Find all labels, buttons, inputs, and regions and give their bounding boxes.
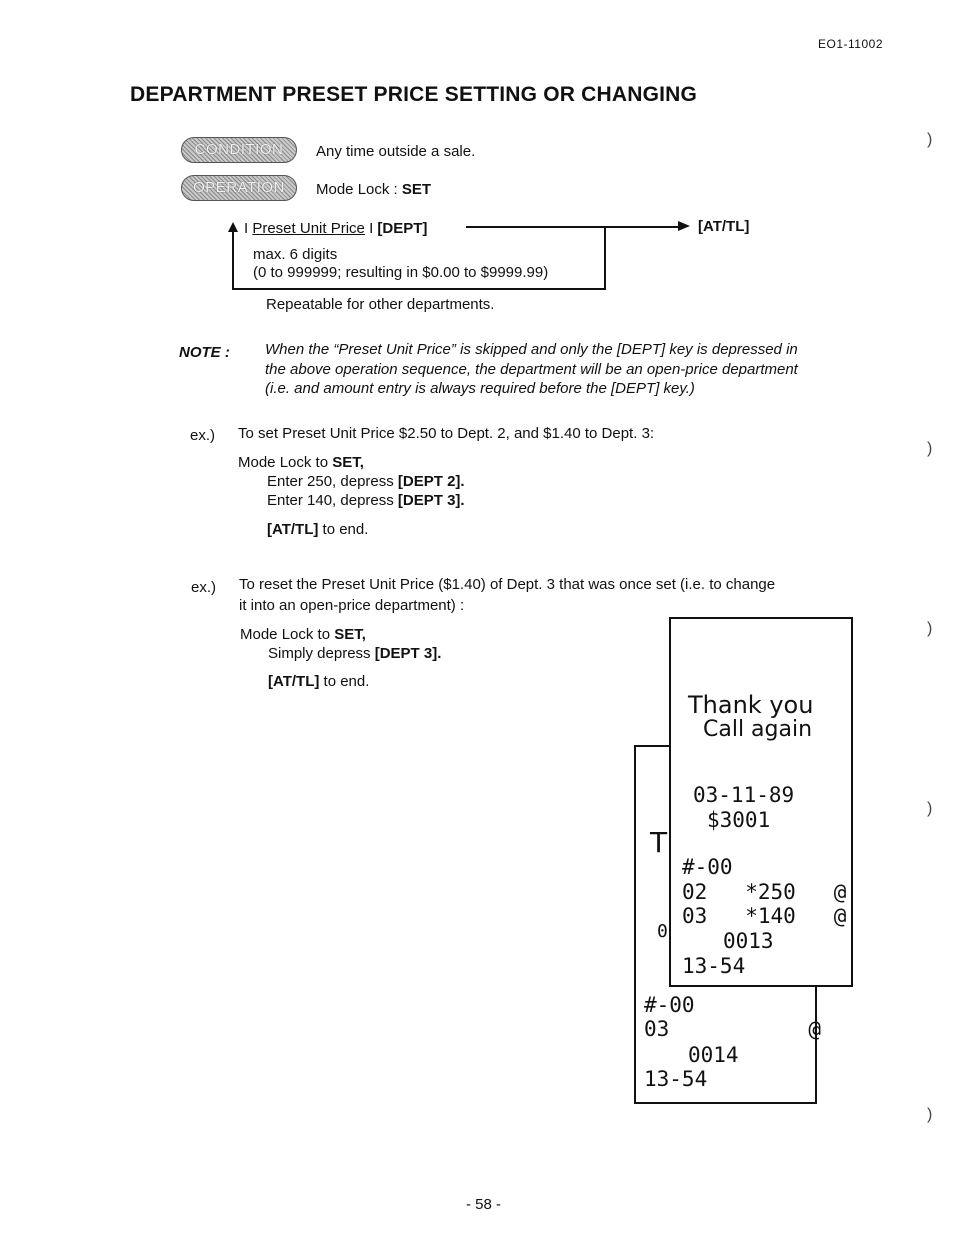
operation-badge: OPERATION [181, 175, 297, 201]
condition-text: Any time outside a sale. [316, 143, 476, 160]
dept-key-label: [DEPT] [377, 220, 428, 237]
receipt-back-time: 13-54 [644, 1067, 708, 1091]
example2-mode-key: SET, [334, 626, 366, 643]
sequence-bar: I [244, 220, 249, 237]
operation-text [316, 181, 431, 198]
at-tl-key-label: [AT/TL] [698, 218, 750, 235]
operation-mode: SET [401, 181, 432, 198]
receipt-counter: 0013 [723, 929, 774, 953]
condition-badge: CONDITION [181, 137, 297, 163]
example1-end [267, 521, 368, 538]
sequence-label [244, 220, 427, 237]
example2-line1: To reset the Preset Unit Price ($1.40) of Dept. 3 that was once set (i.e. to change [239, 576, 776, 593]
example1-mode-prefix: Mode Lock to [238, 454, 333, 471]
receipt-date: 03-11-89 [693, 783, 795, 807]
receipt-clerk: $3001 [707, 808, 771, 832]
example2-label: ex.) [191, 579, 217, 596]
receipt-back-line1: 03 @ [644, 1017, 822, 1041]
example1-step2-key: [DEPT 3]. [397, 492, 465, 509]
loop-bottom-line [232, 288, 606, 290]
example1-mode-key: SET, [332, 454, 364, 471]
example1-text: To set Preset Unit Price $2.50 to Dept. 2, and $1.40 to Dept. 3: [238, 425, 655, 442]
margin-mark: ) [927, 620, 933, 637]
document-id: EO1-11002 [818, 37, 883, 51]
example2-mode-prefix: Mode Lock to [240, 626, 335, 643]
note-line: (i.e. and amount entry is always required before the [DEPT] key.) [265, 380, 695, 397]
sequence-arrow-icon [678, 221, 690, 231]
receipt-back-partial-0: 0 [657, 921, 668, 942]
loop-right-line [604, 227, 606, 290]
example2-end-text: to end. [319, 673, 370, 690]
example1-label: ex.) [190, 427, 216, 444]
note-body [265, 340, 798, 399]
note-label: NOTE : [179, 344, 230, 361]
example1-end-key: [AT/TL] [267, 521, 319, 538]
example1-step1-text: Enter 250, depress [267, 473, 398, 490]
receipt-time: 13-54 [682, 954, 746, 978]
example2-mode [240, 626, 366, 643]
margin-mark: ) [927, 131, 933, 148]
receipt-line-dept2: 02 *250 @ [682, 880, 847, 904]
receipt-back-reset: #-00 [644, 993, 695, 1017]
receipt-reset: #-00 [682, 855, 733, 879]
operation-label: Mode Lock : [316, 181, 402, 198]
example1-step2-text: Enter 140, depress [267, 492, 398, 509]
receipt-back-partial-t: T [650, 826, 668, 859]
receipt-back-counter: 0014 [688, 1043, 739, 1067]
preset-unit-price-label: Preset Unit Price [252, 220, 365, 237]
example1-step2 [267, 492, 465, 509]
example2-step-key: [DEPT 3]. [374, 645, 442, 662]
page-number: - 58 - [466, 1196, 502, 1213]
example2-end-key: [AT/TL] [268, 673, 320, 690]
example1-step1 [267, 473, 465, 490]
example2-end [268, 673, 369, 690]
example2-line2: it into an open-price department) : [239, 597, 465, 614]
example1-end-text: to end. [318, 521, 369, 538]
sequence-bar-2: I [369, 220, 374, 237]
range-text: (0 to 999999; resulting in $0.00 to $9999.99) [253, 264, 549, 281]
example1-step1-key: [DEPT 2]. [397, 473, 465, 490]
loop-left-line [232, 228, 234, 290]
receipt-thanks: Thank you [688, 691, 814, 719]
repeatable-text: Repeatable for other departments. [266, 296, 495, 313]
example2-step [268, 645, 441, 662]
receipt-call-again: Call again [703, 717, 813, 742]
sequence-line [466, 226, 678, 228]
margin-mark: ) [927, 440, 933, 457]
page-title: DEPARTMENT PRESET PRICE SETTING OR CHANGING [130, 83, 698, 106]
note-line: the above operation sequence, the department will be an open-price department [265, 360, 798, 378]
example2-step-text: Simply depress [268, 645, 375, 662]
note-line: When the “Preset Unit Price” is skipped and only the [DEPT] key is depressed in [265, 341, 798, 358]
margin-mark: ) [927, 800, 933, 817]
max-digits-text: max. 6 digits [253, 246, 338, 263]
example1-mode [238, 454, 364, 471]
margin-mark: ) [927, 1106, 933, 1123]
receipt-line-dept3: 03 *140 @ [682, 904, 847, 928]
